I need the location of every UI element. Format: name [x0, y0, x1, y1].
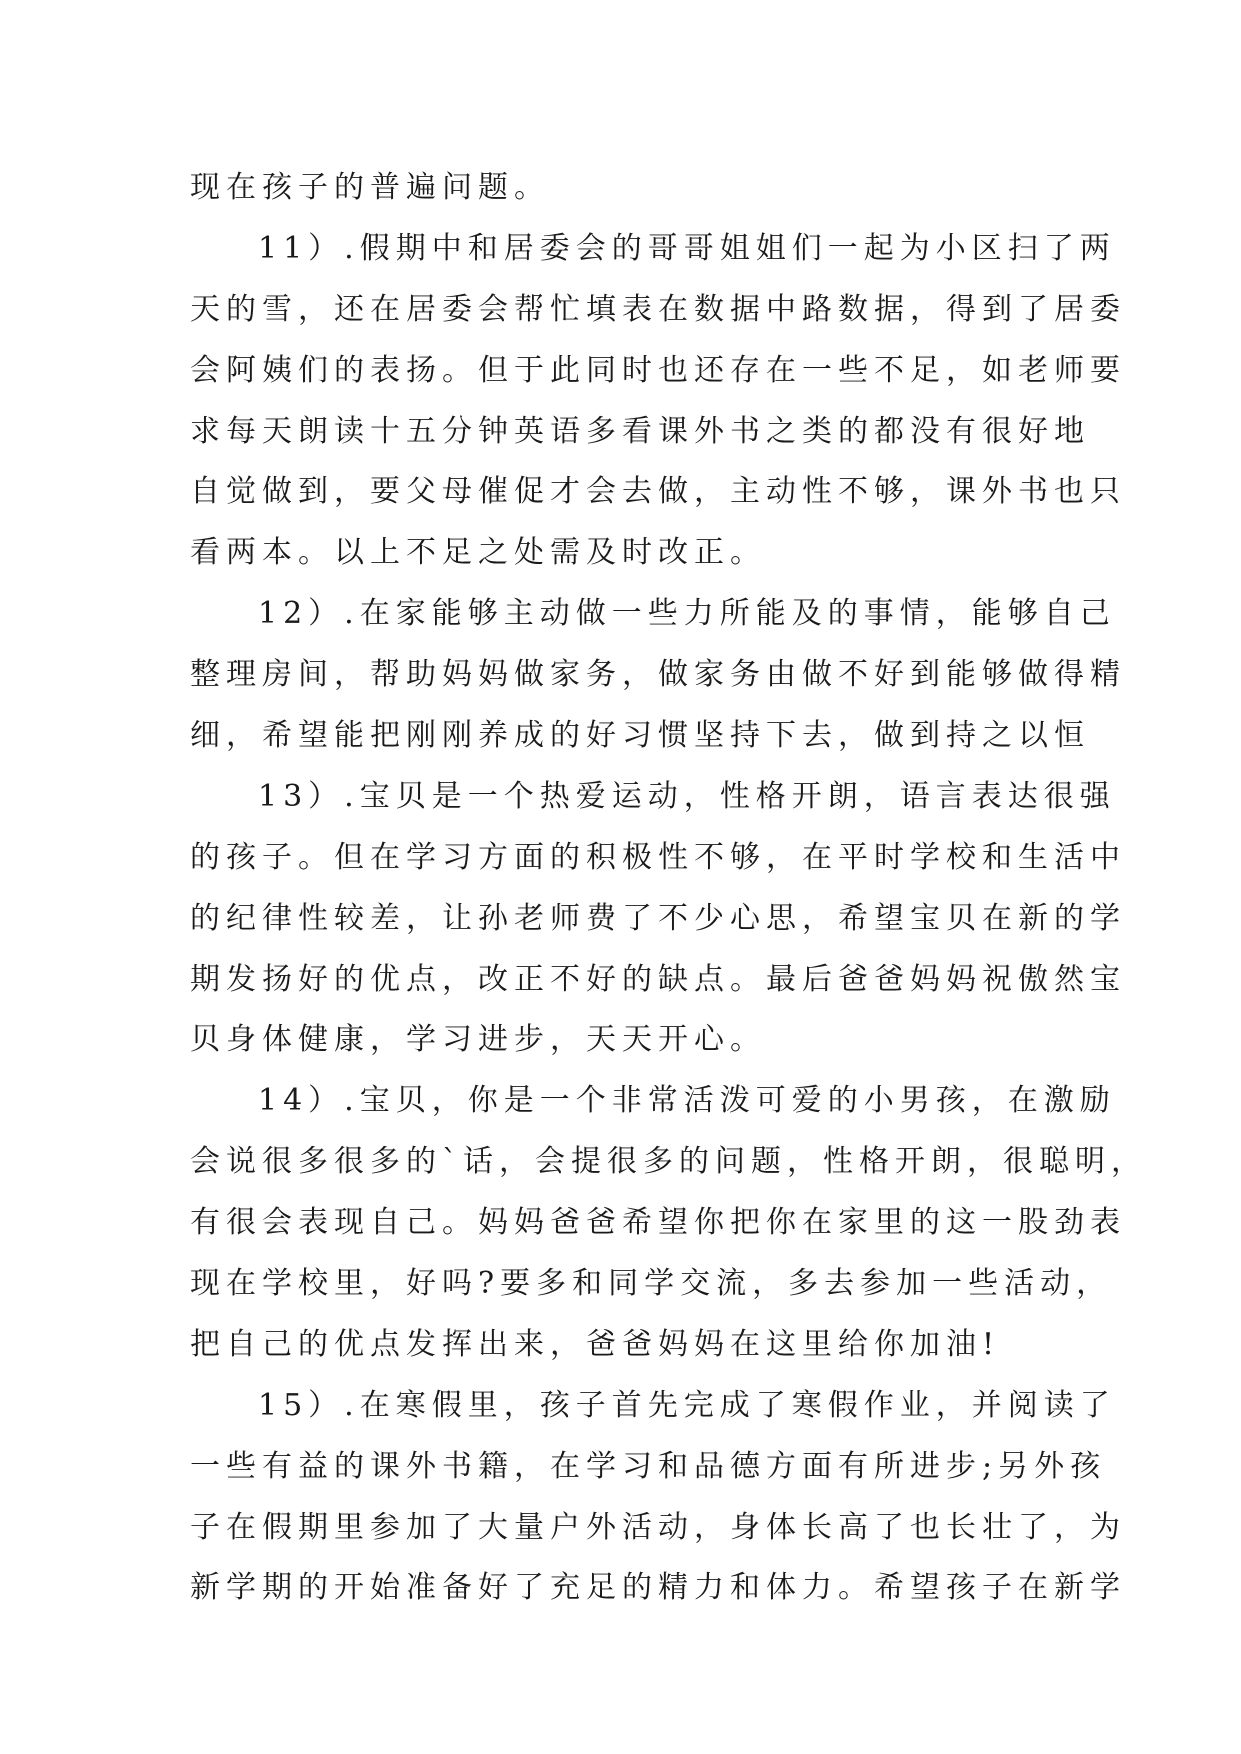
text-line: 求每天朗读十五分钟英语多看课外书之类的都没有很好地	[190, 413, 1090, 449]
text-line: 12）.在家能够主动做一些力所能及的事情，能够自己	[258, 596, 1116, 632]
text-line: 11）.假期中和居委会的哥哥姐姐们一起为小区扫了两	[258, 230, 1116, 266]
text-line: 贝身体健康，学习进步，天天开心。	[190, 1022, 766, 1058]
text-line: 的孩子。但在学习方面的积极性不够，在平时学校和生活中	[190, 839, 1126, 875]
text-line: 期发扬好的优点，改正不好的缺点。最后爸爸妈妈祝傲然宝	[190, 961, 1126, 997]
text-line: 看两本。以上不足之处需及时改正。	[190, 535, 766, 571]
text-line: 新学期的开始准备好了充足的精力和体力。希望孩子在新学	[190, 1570, 1126, 1606]
text-line: 子在假期里参加了大量户外活动，身体长高了也长壮了，为	[190, 1509, 1126, 1545]
text-line: 现在学校里，好吗?要多和同学交流，多去参加一些活动，	[190, 1266, 1113, 1302]
text-line: 自觉做到，要父母催促才会去做，主动性不够，课外书也只	[190, 474, 1126, 510]
text-line: 14）.宝贝，你是一个非常活泼可爱的小男孩，在激励	[258, 1083, 1116, 1119]
text-line: 15）.在寒假里，孩子首先完成了寒假作业，并阅读了	[258, 1387, 1116, 1423]
text-line: 现在孩子的普遍问题。	[190, 170, 550, 205]
text-line: 整理房间，帮助妈妈做家务，做家务由做不好到能够做得精	[190, 657, 1126, 693]
text-line: 会说很多很多的`话，会提很多的问题，性格开朗，很聪明，	[190, 1144, 1147, 1180]
text-line: 的纪律性较差，让孙老师费了不少心思，希望宝贝在新的学	[190, 900, 1126, 936]
text-line: 把自己的优点发挥出来，爸爸妈妈在这里给你加油!	[190, 1326, 1001, 1362]
text-line: 有很会表现自己。妈妈爸爸希望你把你在家里的这一股劲表	[190, 1205, 1126, 1241]
text-line: 细，希望能把刚刚养成的好习惯坚持下去，做到持之以恒	[190, 718, 1090, 754]
document-body	[190, 158, 1147, 1619]
text-line: 一些有益的课外书籍，在学习和品德方面有所进步;另外孩	[190, 1448, 1107, 1484]
text-line: 天的雪，还在居委会帮忙填表在数据中路数据，得到了居委	[190, 291, 1126, 327]
text-line: 会阿姨们的表扬。但于此同时也还存在一些不足，如老师要	[190, 352, 1126, 388]
text-line: 13）.宝贝是一个热爱运动，性格开朗，语言表达很强	[258, 778, 1116, 814]
